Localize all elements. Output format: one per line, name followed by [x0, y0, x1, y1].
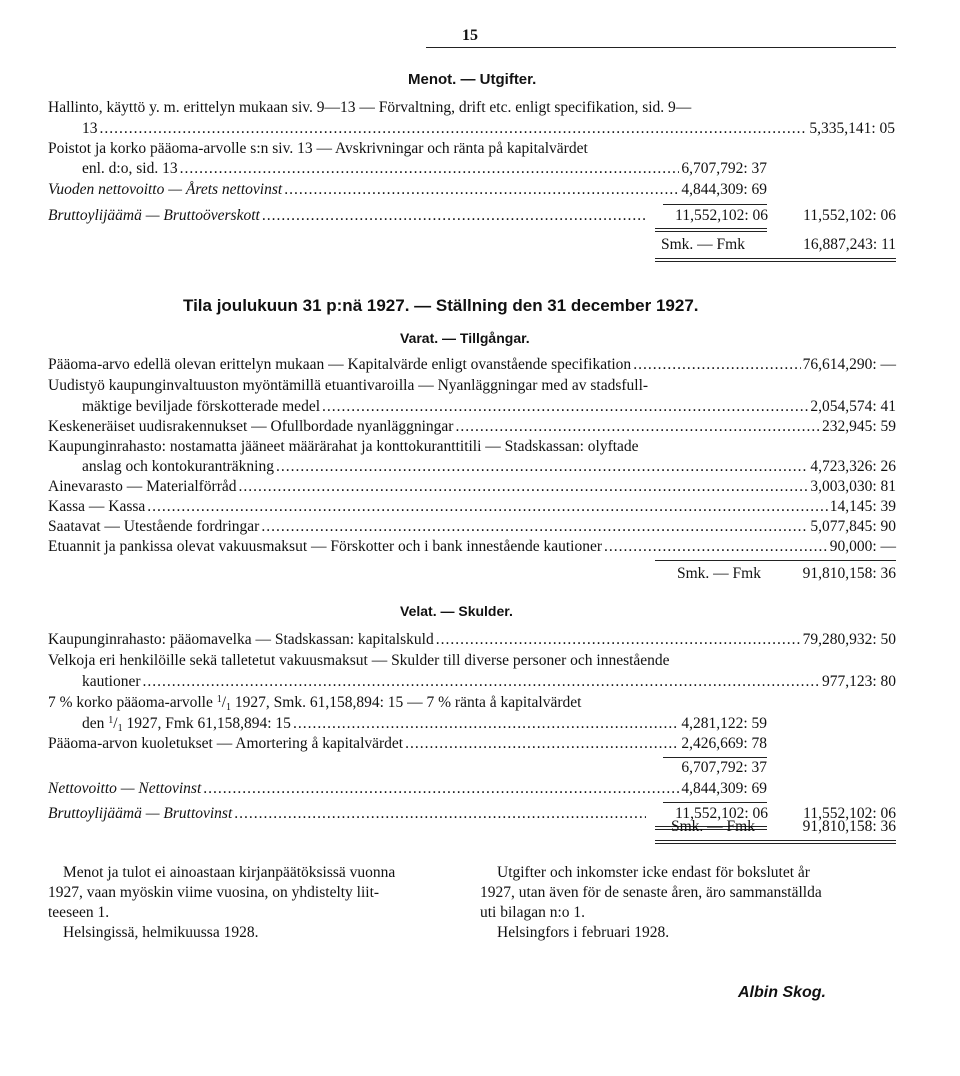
bruttoylijaama-label: Bruttoylijäämä — Bruttoöverskott — [48, 207, 260, 224]
varat-item-keskeneraiset — [48, 418, 896, 436]
bruttoylijaama-value2: 11,552,102: 06 — [803, 207, 896, 224]
varat-item-value: 232,945: 59 — [821, 418, 896, 435]
velat-korko-line1: 7 % korko pääoma-arvolle $^1/_1$ 1927, Smk. 61,158,894: 15 — 7 % ränta å kapitalvärdet — [48, 694, 582, 713]
varat-total-label: Smk. — Fmk — [677, 565, 761, 582]
nettovoitto-label: Vuoden nettovoitto — Årets nettovinst — [48, 181, 283, 198]
varat-item-text: anslag och kontokuranträkning — [82, 458, 274, 475]
leader-dots — [234, 805, 646, 823]
leader-dots — [239, 478, 809, 496]
varat-item-value: 14,145: 39 — [829, 498, 896, 515]
varat-item-value: 90,000: — — [829, 538, 896, 555]
velat-kuoletus-row — [48, 735, 767, 753]
leader-dots — [293, 715, 679, 733]
varat-item-ainevarasto — [48, 478, 896, 496]
leader-dots — [100, 120, 808, 138]
menot-total-rule-1 — [655, 258, 896, 259]
velat-subtotal-rule — [663, 757, 767, 758]
velat-korko-line2-text: 1927, Fmk 61,158,894: 15 — [126, 715, 291, 732]
tila-heading: Tila joulukuun 31 p:nä 1927. — Ställning den 31 december 1927. — [183, 296, 699, 315]
hallinto-line1: Hallinto, käyttö y. m. erittelyn mukaan siv. 9—13 — Förvaltning, drift etc. enligt specifikation, sid. 9— — [48, 99, 692, 116]
varat-item-value: 4,723,326: 26 — [810, 458, 896, 475]
velat-total-rule-2 — [655, 843, 896, 844]
velat-kaupunginrahasto-value: 79,280,932: 50 — [802, 631, 896, 648]
leader-dots — [405, 735, 679, 753]
velat-bruttoylijaama-value1: 11,552,102: 06 — [675, 805, 768, 822]
velat-bruttoylijaama-row — [48, 805, 896, 823]
velat-subtotal-value: 6,707,792: 37 — [681, 759, 767, 776]
velat-velkoja-line2: kautioner — [82, 673, 141, 690]
nettovoitto-value: 4,844,309: 69 — [681, 181, 767, 198]
varat-item-value: 2,054,574: 41 — [810, 398, 896, 415]
varat-item-text: Etuannit ja pankissa olevat vakuusmaksut — Förskotter och i bank innestående kautioner — [48, 538, 602, 555]
velat-kuoletus-value: 2,426,669: 78 — [681, 735, 767, 752]
velat-bruttoylijaama-value2: 11,552,102: 06 — [803, 805, 896, 822]
velat-kuoletus-label: Pääoma-arvon kuoletukset — Amortering å kapitalvärdet — [48, 735, 404, 752]
velat-korko-line2: den $^1/_1$ 1927, Fmk 61,158,894: 15 — [82, 715, 291, 734]
velat-nettovoitto-value: 4,844,309: 69 — [681, 780, 767, 797]
note-sv-line1: Utgifter och inkomster icke endast för bokslutet år — [497, 864, 810, 881]
note-sv-place: Helsingfors i februari 1928. — [497, 924, 670, 941]
page-number: 15 — [462, 27, 478, 44]
varat-item-uudistyo: Uudistyö kaupunginvaltuuston myöntämillä etuantivaroilla — Nyanläggningar med av stadsfull- — [48, 377, 649, 394]
velat-nettovoitto-label: Nettovoitto — Nettovinst — [48, 780, 202, 797]
varat-item-paaoma — [48, 356, 896, 374]
hallinto-value: 5,335,141: 05 — [809, 120, 895, 137]
velat-velkoja-line1: Velkoja eri henkilöille sekä talletetut vakuusmaksut — Skulder till diverse personer och innestående — [48, 652, 670, 669]
varat-total-top-rule — [655, 560, 896, 561]
poistot-value: 6,707,792: 37 — [681, 160, 767, 177]
note-sv-line2: 1927, utan även för de senaste åren, äro sammanställda — [480, 884, 822, 901]
menot-heading: Menot. — Utgifter. — [408, 71, 537, 88]
velat-korko-pct: 7 — [48, 694, 56, 711]
poistot-line1: Poistot ja korko pääoma-arvolle s:n siv. 13 — Avskrivningar och ränta på kapitalvärdet — [48, 140, 588, 157]
varat-item-value: 3,003,030: 81 — [810, 478, 896, 495]
varat-total-value: 91,810,158: 36 — [802, 565, 896, 582]
velat-sum-rule — [663, 802, 767, 803]
hallinto-line2: 13 — [82, 120, 98, 137]
leader-dots — [143, 673, 820, 691]
velat-nettovoitto-row — [48, 780, 767, 798]
menot-total-value: 16,887,243: 11 — [803, 236, 896, 253]
poistot-line2: enl. d:o, sid. 13 — [82, 160, 178, 177]
fraction-numerator: 1 — [216, 694, 222, 705]
menot-sum-rule — [663, 204, 767, 205]
varat-item-text: Keskeneräiset uudisrakennukset — Ofullbordade nyanläggningar — [48, 418, 454, 435]
fraction-numerator: 1 — [108, 715, 114, 726]
varat-item-text: Pääoma-arvo edellä olevan erittelyn mukaan — Kapitalvärde enligt ovanstående specifikation — [48, 356, 632, 373]
varat-item-anslag — [82, 458, 896, 476]
leader-dots — [180, 160, 680, 178]
varat-item-etuannit — [48, 538, 896, 556]
varat-item-maktige — [82, 398, 896, 416]
velat-heading: Velat. — Skulder. — [400, 603, 513, 619]
menot-total-rule-2 — [655, 261, 896, 262]
leader-dots — [284, 181, 679, 199]
note-fi-place: Helsingissä, helmikuussa 1928. — [63, 924, 259, 941]
varat-item-value: 5,077,845: 90 — [810, 518, 896, 535]
page-number-rule — [426, 47, 896, 48]
note-sv-line3: uti bilagan n:o 1. — [480, 904, 586, 921]
velat-total-rule-1 — [655, 840, 896, 841]
varat-item-saatavat — [48, 518, 896, 536]
menot-double-rule-1 — [655, 228, 767, 229]
varat-item-text: Saatavat — Utestående fordringar — [48, 518, 260, 535]
velat-kaupunginrahasto-label: Kaupunginrahasto: pääomavelka — Stadskassan: kapitalskuld — [48, 631, 434, 648]
note-fi-line1: Menot ja tulot ei ainoastaan kirjanpäätöksissä vuonna — [63, 864, 396, 881]
varat-item-text: Kassa — Kassa — [48, 498, 146, 515]
velat-total-label: Smk. — Fmk — [671, 818, 755, 835]
nettovoitto-row — [48, 181, 767, 199]
note-fi-line2: 1927, vaan myöskin viime vuosina, on yhdistelty liit- — [48, 884, 380, 901]
velat-velkoja-row — [82, 673, 896, 691]
leader-dots — [276, 458, 808, 476]
bruttoylijaama-row — [48, 207, 896, 225]
menot-total-label: Smk. — Fmk — [661, 236, 745, 253]
bruttoylijaama-value1: 11,552,102: 06 — [675, 207, 768, 224]
poistot-row — [82, 160, 767, 178]
velat-korko-row — [82, 715, 767, 734]
menot-double-rule-2 — [655, 231, 767, 232]
velat-korko-value: 4,281,122: 59 — [681, 715, 767, 732]
velat-korko-text-b: 1927, Smk. 61,158,894: 15 — 7 % ränta å kapitalvärdet — [234, 694, 582, 711]
leader-dots — [262, 207, 646, 225]
varat-item-text: mäktige beviljade förskotterade medel — [82, 398, 321, 415]
leader-dots — [633, 356, 800, 374]
velat-korko-text-a: % korko pääoma-arvolle — [59, 694, 213, 711]
leader-dots — [455, 418, 819, 436]
velat-kaupunginrahasto-row — [48, 631, 896, 649]
velat-total-value: 91,810,158: 36 — [802, 818, 896, 835]
leader-dots — [436, 631, 801, 649]
leader-dots — [203, 780, 679, 798]
leader-dots — [261, 518, 808, 536]
varat-heading: Varat. — Tillgångar. — [400, 330, 530, 346]
velat-bruttoylijaama-label: Bruttoylijäämä — Bruttovinst — [48, 805, 233, 822]
velat-velkoja-value: 977,123: 80 — [821, 673, 896, 690]
varat-item-text: Ainevarasto — Materialförråd — [48, 478, 237, 495]
leader-dots — [604, 538, 828, 556]
varat-item-value: 76,614,290: — — [802, 356, 896, 373]
note-fi-line3: teeseen 1. — [48, 904, 110, 921]
varat-item-kaupunginrahasto: Kaupunginrahasto: nostamatta jääneet määrärahat ja konttokuranttitili — Stadskassan: olyftade — [48, 438, 639, 455]
fraction-denominator: 1 — [117, 723, 123, 734]
fraction-denominator: 1 — [226, 702, 232, 713]
varat-item-kassa — [48, 498, 896, 516]
signature: Albin Skog. — [738, 984, 826, 1001]
velat-korko-den: den — [82, 715, 105, 732]
leader-dots — [322, 398, 808, 416]
leader-dots — [147, 498, 827, 516]
hallinto-row — [82, 120, 895, 138]
